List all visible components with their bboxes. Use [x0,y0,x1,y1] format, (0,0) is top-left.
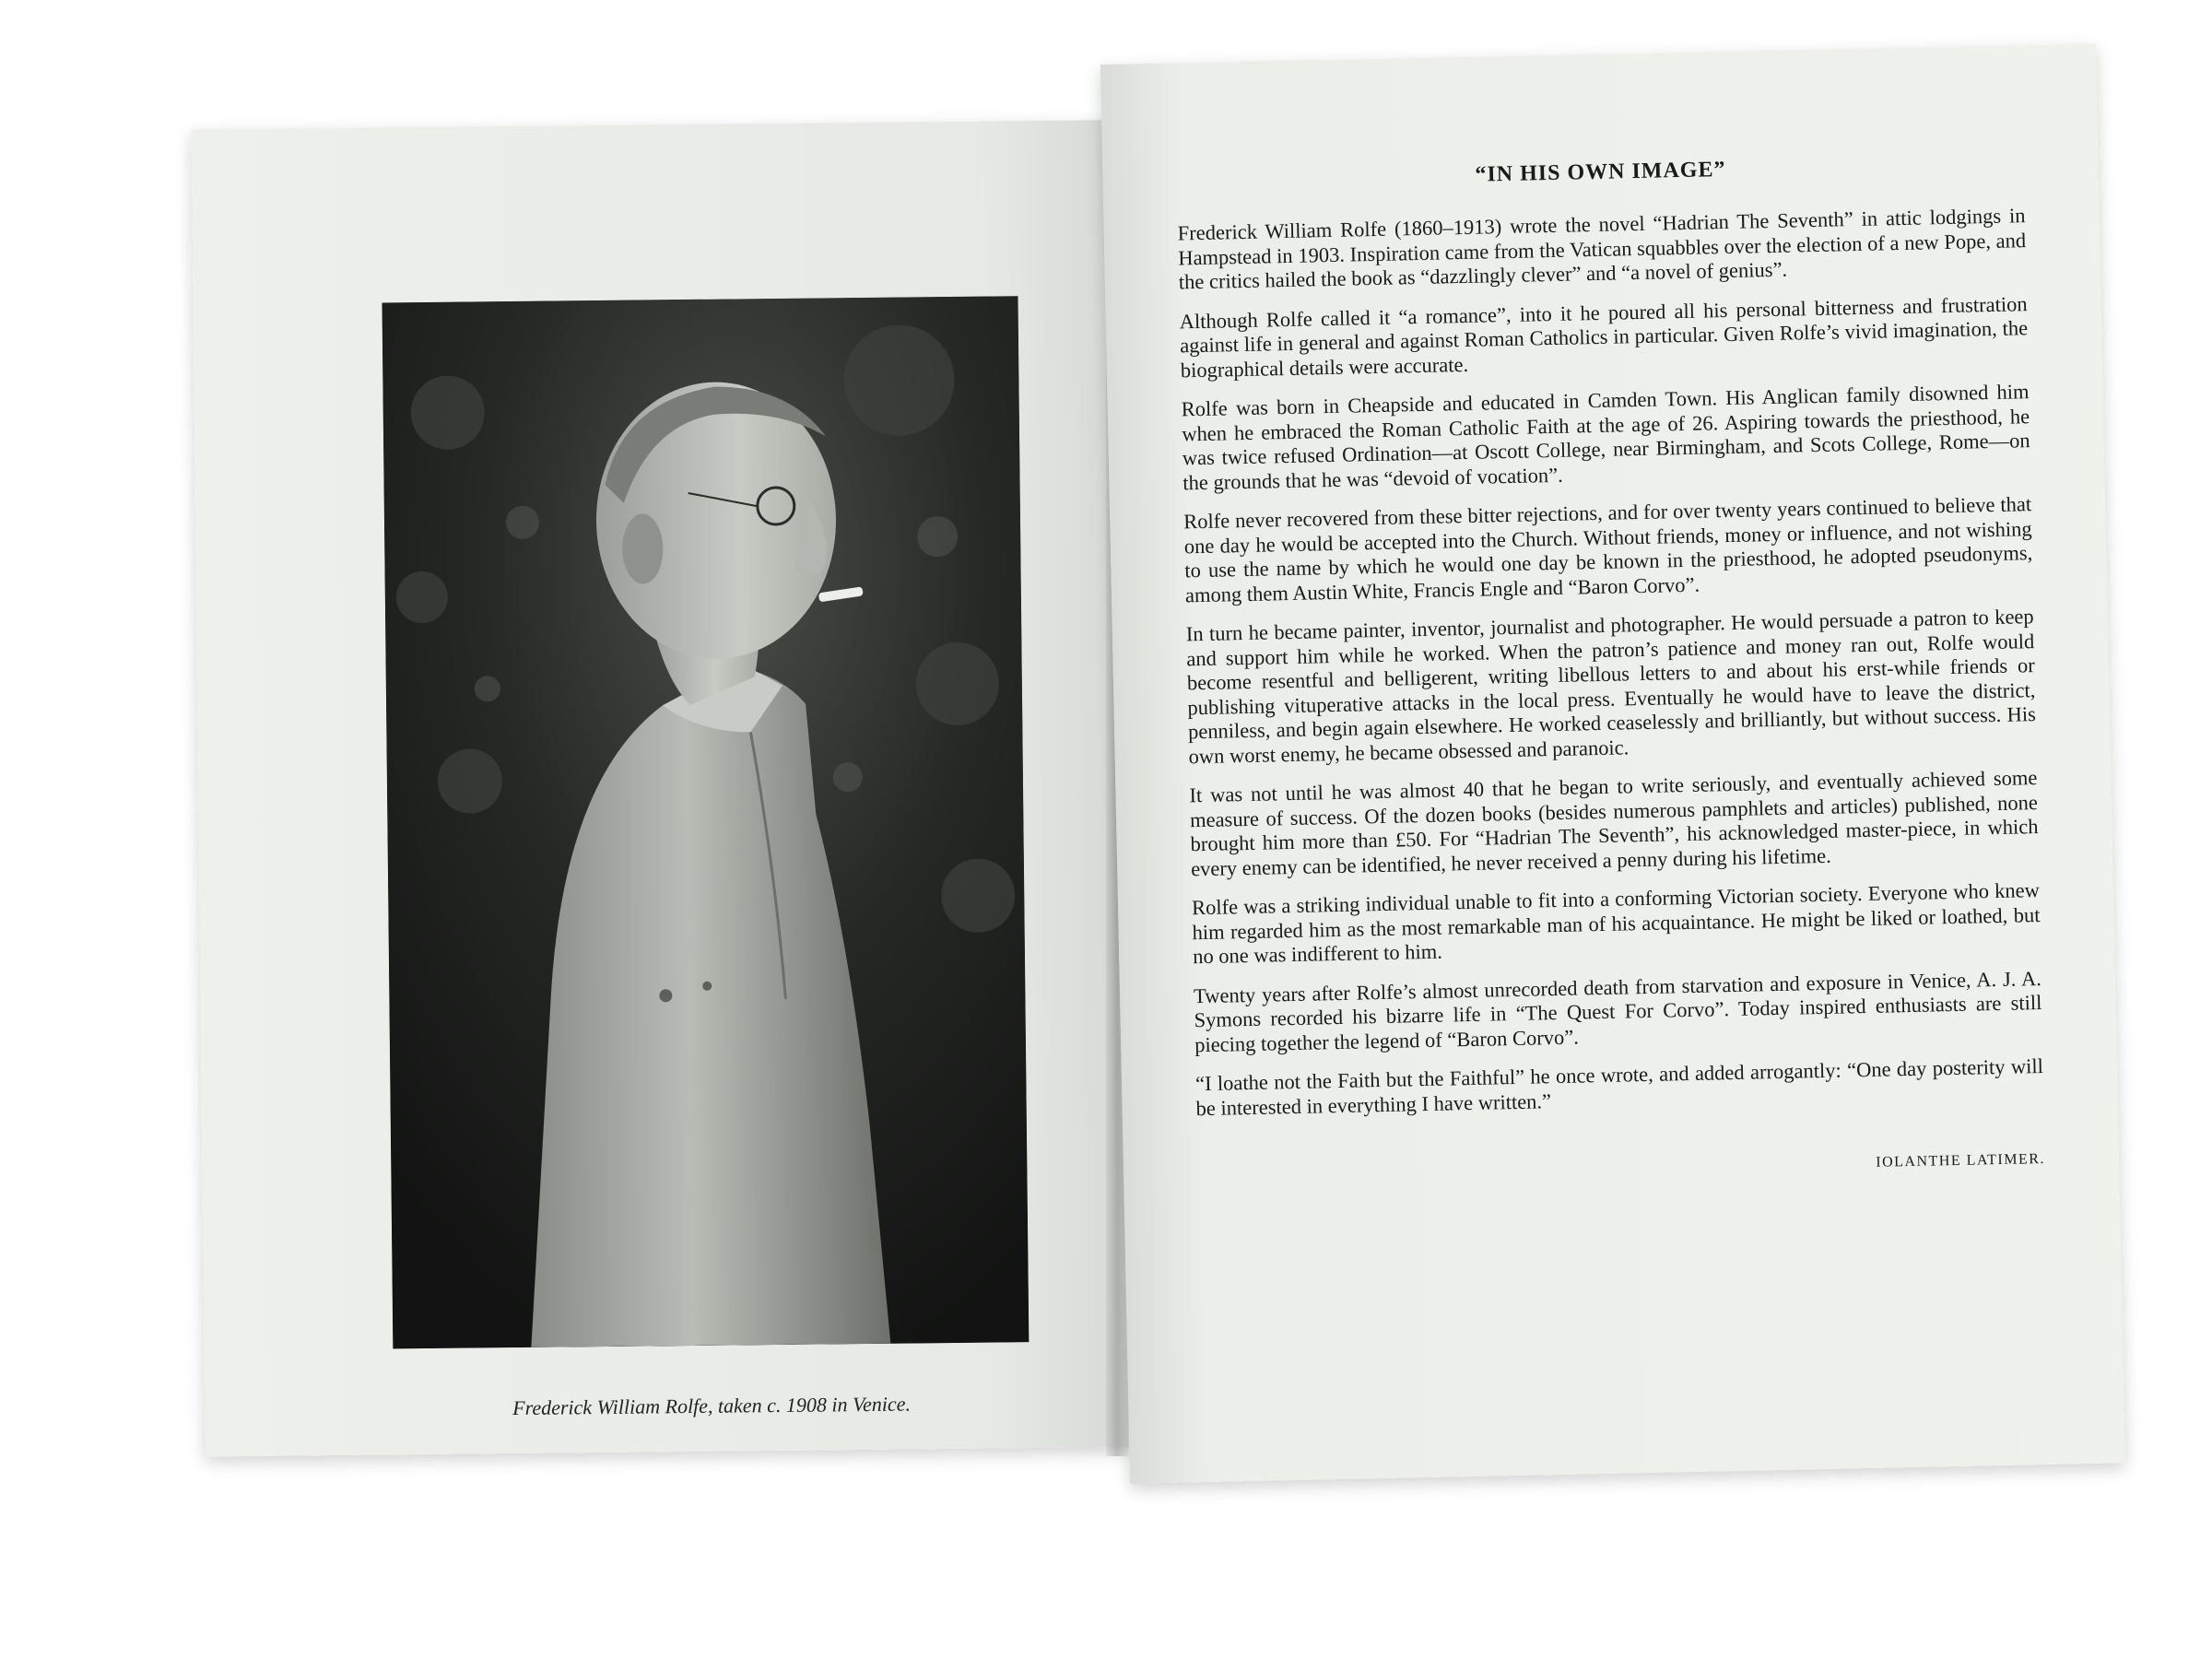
paragraph: Frederick William Rolfe (1860–1913) wrote the novel “Hadrian The Seventh” in attic lodgings in Hampstead in 1903. Inspiration came from the Vatican squabbles over the election of a new Pope, and the critics hailed the book as “dazzlingly clever” and “a novel of genius”. [1177,204,2027,294]
paragraph: Rolfe never recovered from these bitter rejections, and for over twenty years continued to believe that one day he would be accepted into the Church. Without friends, money or influence, and not wishing to use the name by which he would one day be known in the priesthood, he adopted pseudonyms, among them Austin White, Francis Engle and “Baron Corvo”. [1183,492,2033,606]
booklet-spread [198,65,2111,1493]
paragraph: Rolfe was born in Cheapside and educated in Camden Town. His Anglican family disowned him when he embraced the Roman Catholic Faith at the age of 26. Aspiring towards the priesthood, he was twice refused Ordination—at Oscott College, near Birmingham, and Scots College, Rome—on the grounds that he was “devoid of vocation”. [1181,380,2030,494]
photo-caption: Frederick William Rolfe, taken c. 1908 in Venice. [512,1392,912,1420]
paragraph: It was not until he was almost 40 that he began to write seriously, and eventually achieved some measure of success. Of the dozen books (besides numerous pamphlets and articles) published, none brought him more than £50. For “Hadrian The Seventh”, his acknowledged master-piece, in which every enemy can be identified, he never received a penny during his lifetime. [1189,766,2039,880]
paragraph: Rolfe was a striking individual unable to fit into a conforming Victorian society. Everyone who knew him regarded him as the most remarkable man of his acquaintance. He might be liked or loathed, but no one was indifferent to him. [1191,878,2041,969]
portrait-photo [382,296,1029,1348]
right-page [1100,44,2125,1484]
article [1176,151,2045,1185]
portrait-illustration [382,296,1029,1348]
paragraph: “I loathe not the Faith but the Faithful” he once wrote, and added arrogantly: “One day posterity will be interested in everything I have written.” [1194,1053,2044,1120]
left-page [192,120,1136,1456]
author-signature: IOLANTHE LATIMER. [1876,1150,2046,1171]
article-title: “IN HIS OWN IMAGE” [1475,157,1726,187]
paragraph: Twenty years after Rolfe’s almost unrecorded death from starvation and exposure in Venice, A. J. A. Symons recorded his bizarre life in “The Quest For Corvo”. Today inspired enthusiasts are still piecing together the legend of “Baron Corvo”. [1193,966,2042,1056]
paragraph: In turn he became painter, inventor, journalist and photographer. He would persuade a patron to keep and support him while he worked. When the patron’s patience and money ran out, Rolfe would become resentful and belligerent, writing libellous letters to and about his erst-while friends or publishing vituperative attacks in the local press. Eventually he would have to leave the district, penniless, and begin again elsewhere. He worked ceaselessly and brilliantly, but without success. His own worst enemy, he became obsessed and paranoic. [1185,605,2037,768]
paragraph: Although Rolfe called it “a romance”, into it he poured all his personal bitterness and frustration against life in general and against Roman Catholics in particular. Given Rolfe’s vivid imagination, the biographical details were accurate. [1179,291,2029,382]
